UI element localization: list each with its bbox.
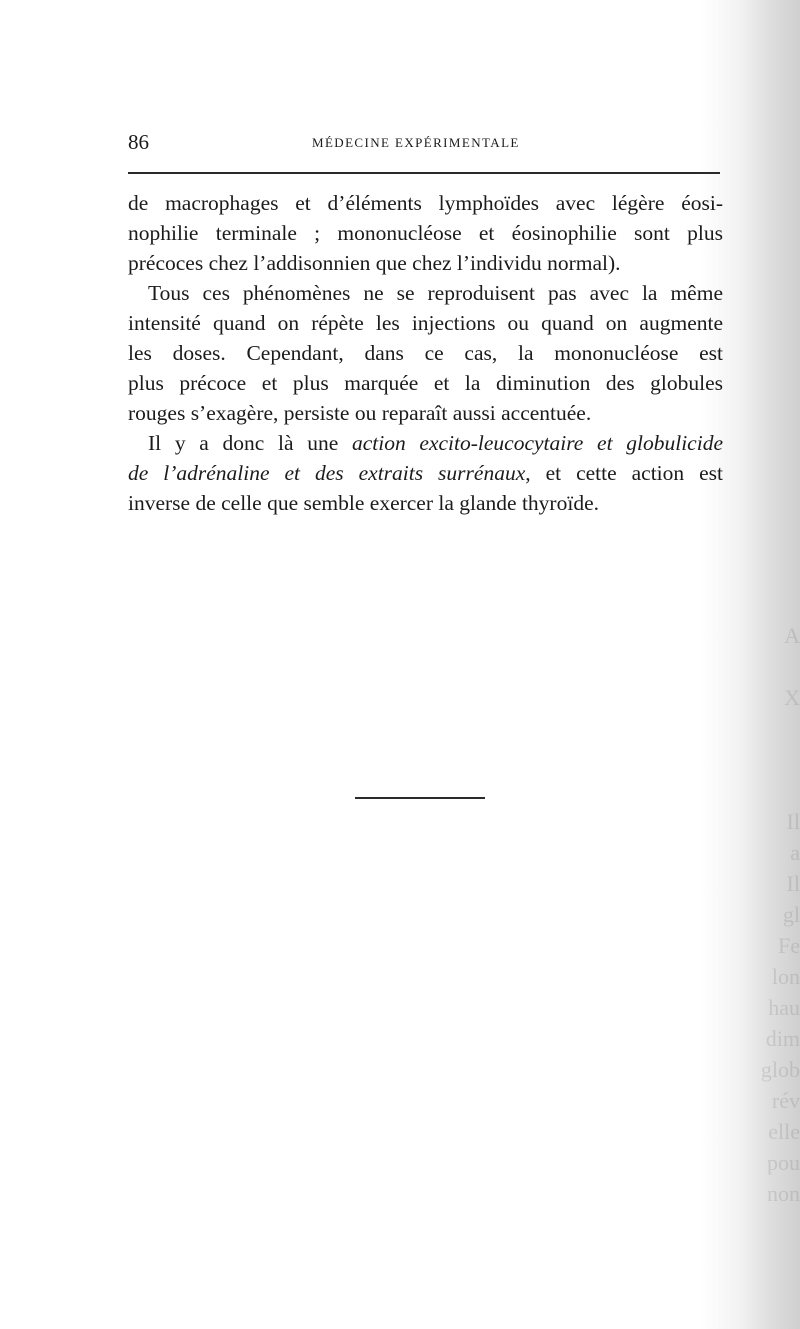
text-line: nophilie terminale ; mononucléose et éosinophilie sont plus [128, 221, 723, 245]
text-line [128, 458, 723, 488]
text-line: Tous ces phénomènes ne se reproduisent pas avec la même [148, 281, 723, 305]
header-rule [128, 172, 720, 174]
text-run: inverse de celle que semble exercer la glande thyroïde. [128, 491, 599, 515]
running-title: MÉDECINE EXPÉRIMENTALE [312, 135, 520, 150]
body-text [128, 188, 723, 518]
text-line: plus précoce et plus marquée et la diminution des globules [128, 371, 723, 395]
page-number: 86 [128, 130, 149, 154]
section-end-rule [355, 797, 485, 799]
show-through-text: A X Il a Il gl Fe lon hau dim glob rév elle pou non [760, 623, 800, 1206]
text-line: les doses. Cependant, dans ce cas, la mononucléose est [128, 341, 723, 365]
text-line: rouges s’exagère, persiste ou reparaît aussi accentuée. [128, 401, 592, 425]
italic-run: action excito-leucocytaire et globulicide [351, 431, 723, 455]
text-line: précoces chez l’addisonnien que chez l’individu normal). [128, 251, 621, 275]
text-run: , et cette action est [525, 461, 723, 485]
text-line [128, 488, 723, 518]
text-run: Il y a donc là une [148, 431, 352, 455]
page-header [128, 128, 723, 168]
italic-run: de l’adrénaline et des extraits surrénaux [128, 461, 526, 485]
text-line: intensité quand on répète les injections ou quand on augmente [128, 311, 723, 335]
text-line: de macrophages et d’éléments lymphoïdes avec légère éosi- [128, 191, 723, 215]
text-line [128, 428, 723, 458]
